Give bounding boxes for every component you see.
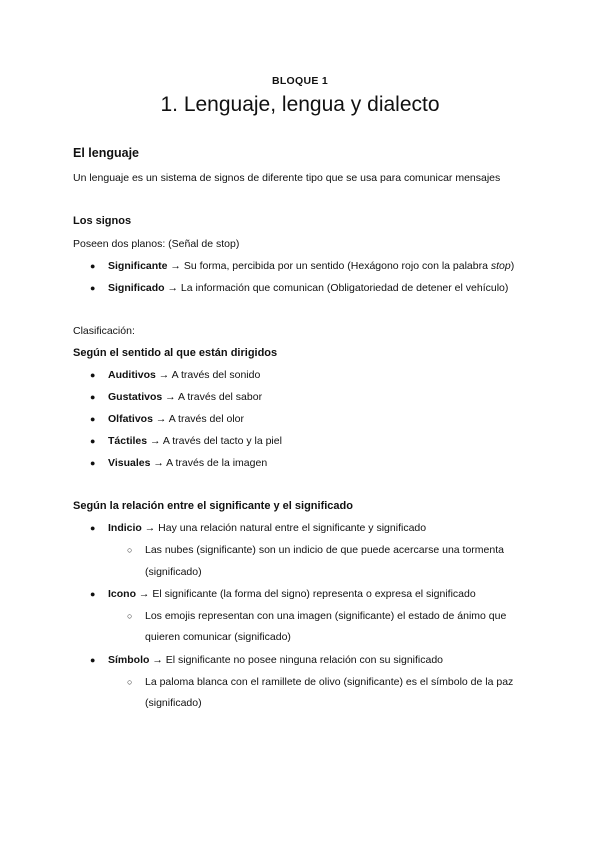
bullet-icon: ● — [90, 523, 96, 533]
list-item: ● Visuales → A través de la imagen — [90, 457, 268, 469]
clasificacion-label: Clasificación: — [73, 325, 135, 337]
list-item: ● Significado → La información que comunican (Obligatoriedad de detener el vehículo) — [90, 282, 509, 294]
bullet-icon: ● — [90, 392, 96, 402]
list-item: ● Indicio → Hay una relación natural entre el significante y significado — [90, 522, 427, 534]
circle-bullet-icon: ○ — [127, 545, 133, 555]
bullet-icon: ● — [90, 370, 96, 380]
section-heading-signos: Los signos — [73, 215, 132, 227]
circle-bullet-icon: ○ — [127, 611, 133, 621]
block-label: BLOQUE 1 — [271, 75, 329, 87]
list-item: ● Gustativos → A través del sabor — [90, 391, 263, 403]
sub-list-item-continuation: (significado) — [145, 697, 202, 709]
sub-list-item-continuation: quieren comunicar (significado) — [145, 631, 291, 643]
circle-bullet-icon: ○ — [127, 677, 133, 687]
section-heading-lenguaje: El lenguaje — [73, 146, 139, 160]
list-item: ● Símbolo → El significante no posee ninguna relación con su significado — [90, 654, 444, 666]
section-heading-relacion: Según la relación entre el significante y el significado — [73, 500, 353, 512]
list-item: ● Táctiles → A través del tacto y la piel — [90, 435, 282, 447]
bullet-icon: ● — [90, 283, 96, 293]
bullet-icon: ● — [90, 458, 96, 468]
sub-list-item-continuation: (significado) — [145, 566, 202, 578]
bullet-icon: ● — [90, 436, 96, 446]
bullet-icon: ● — [90, 589, 96, 599]
list-item: ● Icono → El significante (la forma del signo) representa o expresa el significado — [90, 588, 476, 600]
sub-list-item: ○ Las nubes (significante) son un indicio de que puede acercarse una tormenta — [127, 544, 504, 556]
page-title: 1. Lenguaje, lengua y dialecto — [160, 93, 440, 116]
sub-list-item: ○ Los emojis representan con una imagen (significante) el estado de ánimo que — [127, 610, 507, 622]
bullet-icon: ● — [90, 414, 96, 424]
lenguaje-definition: Un lenguaje es un sistema de signos de diferente tipo que se usa para comunicar mensajes — [73, 172, 501, 184]
sub-list-item: ○ La paloma blanca con el ramillete de olivo (significante) es el símbolo de la paz — [127, 676, 514, 688]
list-item: ● Auditivos → A través del sonido — [90, 369, 261, 381]
list-item: ● Significante → Su forma, percibida por un sentido (Hexágono rojo con la palabra stop) — [90, 260, 515, 272]
bullet-icon: ● — [90, 261, 96, 271]
bullet-icon: ● — [90, 655, 96, 665]
signos-intro: Poseen dos planos: (Señal de stop) — [73, 238, 240, 250]
list-item: ● Olfativos → A través del olor — [90, 413, 244, 425]
section-heading-sentido: Según el sentido al que están dirigidos — [73, 347, 278, 359]
